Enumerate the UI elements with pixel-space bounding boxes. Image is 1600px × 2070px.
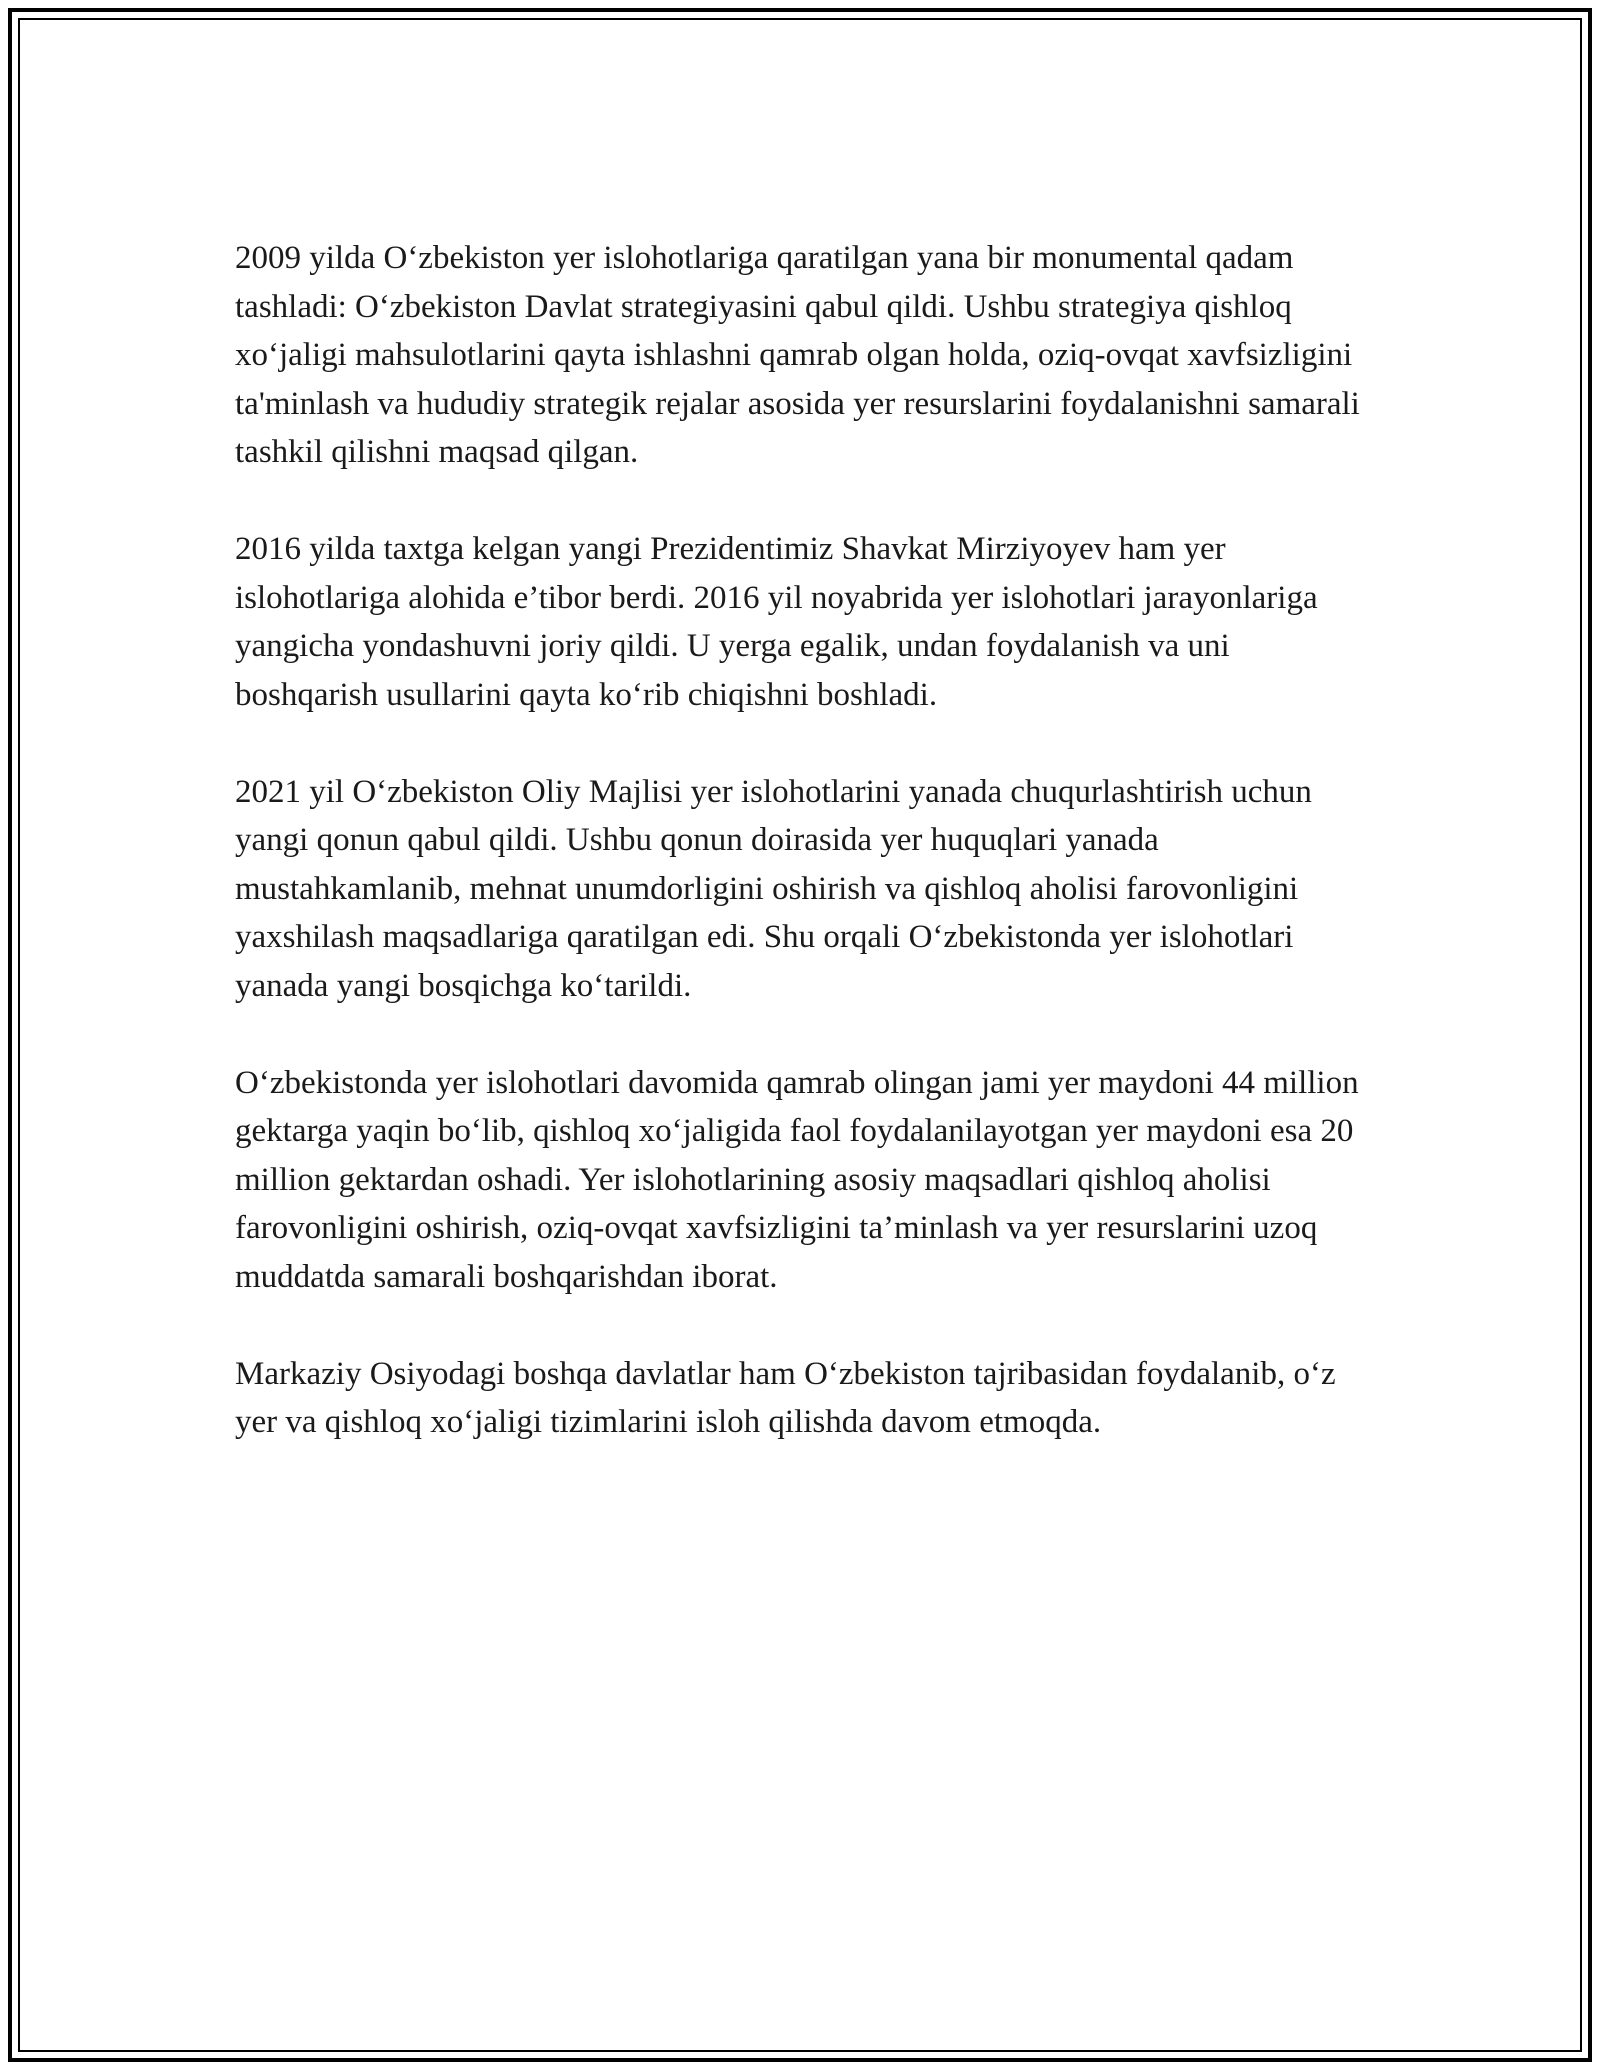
- paragraph-land-area: O‘zbekistonda yer islohotlari davomida qamrab olingan jami yer maydoni 44 million gektarga yaqin bo‘lib, qishloq xo‘jaligida faol foydalanilayotgan yer maydoni esa 20 million gektardan oshadi. Yer islohotlarining asosiy maqsadlari qishloq aholisi farovonligini oshirish, oziq-ovqat xavfsizligini ta’minlash va yer resurslarini uzoq muddatda samarali boshqarishdan iborat.: [235, 1064, 1359, 1295]
- paragraph-2021-law: 2021 yil O‘zbekiston Oliy Majlisi yer islohotlarini yanada chuqurlashtirish uchun yangi qonun qabul qildi. Ushbu qonun doirasida yer huquqlari yanada mustahkamlanib, mehnat unumdorligini oshirish va qishloq aholisi farovonligini yaxshilash maqsadlariga qaratilgan edi. Shu orqali O‘zbekistonda yer islohotlari yanada yangi bosqichga ko‘tarildi.: [235, 773, 1312, 1004]
- paragraph-2016-president: 2016 yilda taxtga kelgan yangi Prezidentimiz Shavkat Mirziyoyev ham yer islohotlariga alohida e’tibor berdi. 2016 yil noyabrida yer islohotlari jarayonlariga yangicha yondashuvni joriy qildi. U yerga egalik, undan foydalanish va uni boshqarish usullarini qayta ko‘rib chiqishni boshladi.: [235, 531, 1318, 713]
- paragraph-2009-strategy: 2009 yilda O‘zbekiston yer islohotlariga qaratilgan yana bir monumental qadam tashladi: O‘zbekiston Davlat strategiyasini qabul qildi. Ushbu strategiya qishloq xo‘jaligi mahsulotlarini qayta ishlashni qamrab olgan holda, oziq-ovqat xavfsizligini ta'minlash va hududiy strategik rejalar asosida yer resurslarini foydalanishni samarali tashkil qilishni maqsad qilgan.: [235, 240, 1360, 470]
- document-body: [235, 234, 1365, 1495]
- paragraph-central-asia: Markaziy Osiyodagi boshqa davlatlar ham O‘zbekiston tajribasidan foydalanib, o‘z yer va qishloq xo‘jaligi tizimlarini isloh qilishda davom etmoqda.: [235, 1355, 1336, 1440]
